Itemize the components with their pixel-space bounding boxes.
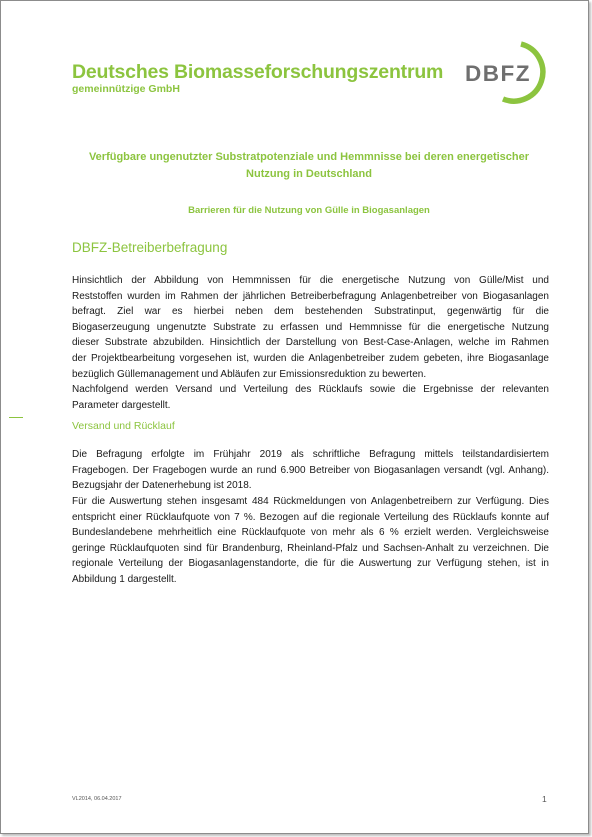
text-line: regionale Verteilung der Biogasanlagenstandorte, die für die Auswertung zur Verfügung stehen, ist in bbox=[72, 558, 549, 570]
dbfz-logo bbox=[463, 39, 553, 105]
text-line: bezüglich Güllemanagement und Abläufen zur Emissionsreduktion zu bewerten. bbox=[72, 368, 427, 380]
text-line: Parameter dargestellt. bbox=[72, 399, 171, 411]
margin-marker bbox=[9, 417, 23, 418]
sub-heading: Versand und Rücklauf bbox=[72, 420, 175, 432]
text-line: Für die Auswertung stehen insgesamt 484 Rückmeldungen von Anlagenbetreibern zur Verfügung. Dies bbox=[72, 496, 549, 507]
text-line: Biogaserzeugung ungenutzte Substrate zu erfassen und Hemmnisse für die energetische Nutzung bbox=[72, 321, 549, 333]
paragraph-1 bbox=[72, 273, 549, 382]
logo-text: DBFZ bbox=[465, 61, 531, 86]
text-line: Hinsichtlich der Abbildung von Hemmnissen für die energetische Nutzung von Gülle/Mist und bbox=[72, 275, 549, 286]
text-line: Die Befragung erfolgte im Frühjahr 2019 als schriftliche Befragung mittels teilstandardisiertem bbox=[72, 449, 549, 460]
text-line: Reststoffen wurden im Rahmen der jährlichen Betreiberbefragung Anlagenbetreiber von Biogasanlagen bbox=[72, 290, 549, 302]
document-title bbox=[71, 149, 547, 183]
title-line-2: Nutzung in Deutschland bbox=[246, 168, 372, 180]
section-heading: DBFZ-Betreiberbefragung bbox=[72, 240, 228, 255]
text-line: dieser Substrate abzubilden. Hinsichtlich der Darstellung von Best-Case-Anlagen, welche im Rahmen bbox=[72, 337, 549, 349]
page-number: 1 bbox=[542, 794, 547, 804]
title-line-1: Verfügbare ungenutzter Substratpotenziale und Hemmnisse bei deren energetischer bbox=[88, 151, 530, 163]
text-line: befragt. Ziel war es hierbei neben dem bestehenden Substratinput, gegenwärtig für die bbox=[72, 306, 549, 318]
text-line: geringe Rücklaufquoten sind für Brandenburg, Rheinland-Pfalz und Sachsen-Anhalt zu verzeichnen. Die bbox=[72, 542, 549, 554]
text-line: Nachfolgend werden Versand und Verteilung des Rücklaufs sowie die Ergebnisse der relevanten bbox=[72, 384, 549, 395]
paragraph-2 bbox=[72, 382, 549, 413]
document-subtitle: Barrieren für die Nutzung von Gülle in Biogasanlagen bbox=[188, 205, 430, 216]
text-line: Bezugsjahr der Datenerhebung ist 2018. bbox=[72, 480, 252, 492]
text-line: Abbildung 1 dargestellt. bbox=[72, 573, 177, 585]
text-line: Bundeslandebene mehrheitlich eine Rücklaufquote von mehr als 6 % erzielt werden. Vergleichsweise bbox=[72, 527, 549, 539]
text-line: der Projektbearbeitung vorgesehen ist, wurden die Anlagenbetreiber zudem gebeten, ihre Biogasanlage bbox=[72, 352, 549, 364]
org-subtitle: gemeinnützige GmbH bbox=[72, 83, 180, 95]
paragraph-4 bbox=[72, 494, 549, 588]
text-line: Fragebogen. Der Fragebogen wurde an rund 6.900 Betreiber von Biogasanlagen versandt (vgl. Anhang). bbox=[72, 464, 549, 476]
org-name: Deutsches Biomasseforschungszentrum bbox=[72, 61, 444, 83]
footer-version: VL2014, 06.04.2017 bbox=[72, 796, 122, 802]
paragraph-3 bbox=[72, 447, 549, 494]
text-line: entspricht einer Rücklaufquote von 7 %. Bezogen auf die regionale Verteilung des Rücklaufs konnte auf bbox=[72, 511, 549, 523]
